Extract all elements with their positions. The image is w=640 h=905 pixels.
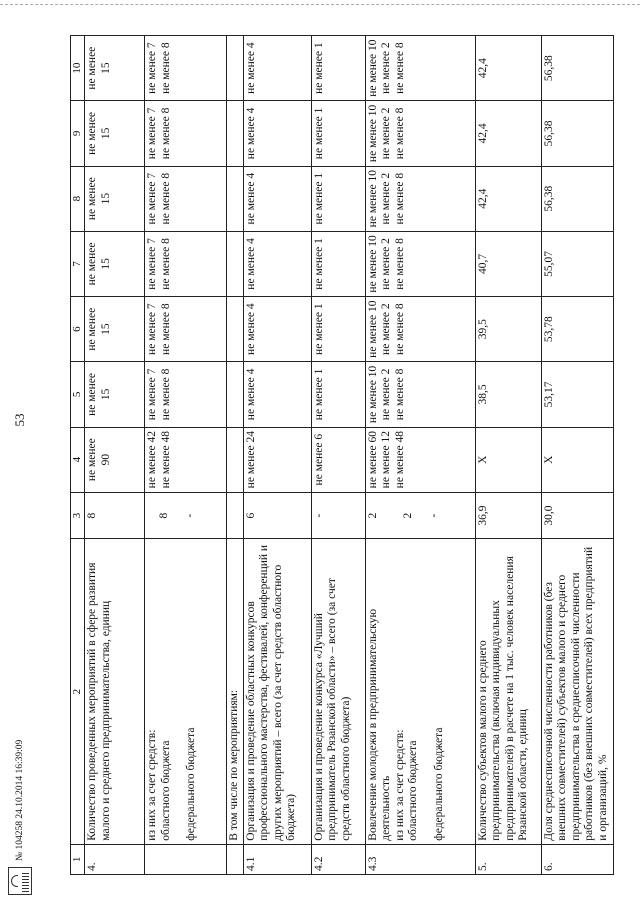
row-text: Количество проведенных мероприятий в сфере развития малого и среднего предпринимательства, единиц bbox=[84, 539, 144, 844]
value-cell: не менее 15 bbox=[84, 362, 144, 427]
value-cell: не менее 1 bbox=[311, 101, 365, 166]
header-cell: 3 bbox=[71, 492, 85, 539]
value-cell: не менее 7 не менее 8 bbox=[144, 101, 226, 166]
base-value: 2 2 - bbox=[365, 492, 475, 539]
header-cell: 1 bbox=[71, 844, 85, 874]
row-number bbox=[226, 844, 243, 874]
row-number: 4.3 bbox=[365, 844, 475, 874]
row-text: Доля среднесписочной численности работников (без внешних совместителей) субъектов малого и среднего предпринимательства в среднесписочной численности работников (без внешних совместителей) всех предприятий и организаций, % bbox=[541, 539, 613, 844]
table-row bbox=[243, 36, 311, 875]
value-cell: не менее 1 bbox=[311, 36, 365, 101]
header-cell: 6 bbox=[71, 297, 85, 362]
table-row bbox=[311, 36, 365, 875]
table-row bbox=[226, 36, 243, 875]
header-cell: 2 bbox=[71, 539, 85, 844]
value-cell: не менее 42 не менее 48 bbox=[144, 427, 226, 492]
value-cell: не менее 7 не менее 8 bbox=[144, 231, 226, 296]
value-cell: не менее 4 bbox=[243, 101, 311, 166]
value-cell: не менее 15 bbox=[84, 231, 144, 296]
base-value: - bbox=[311, 492, 365, 539]
row-number: 4.2 bbox=[311, 844, 365, 874]
row-number: 6. bbox=[541, 844, 613, 874]
table-row bbox=[541, 36, 613, 875]
page-number: 53 bbox=[12, 413, 27, 427]
value-cell: не менее 6 bbox=[311, 427, 365, 492]
value-cell: не менее 4 bbox=[243, 297, 311, 362]
value-cell: не менее 4 bbox=[243, 231, 311, 296]
row-text: из них за счет средств: областного бюджета федерального бюджета bbox=[144, 539, 226, 844]
base-value: 30,0 bbox=[541, 492, 613, 539]
value-cell: не менее 15 bbox=[84, 101, 144, 166]
row-text: Организация и проведение конкурса «Лучший предприниматель Рязанской области» – всего (за счет средств областного бюджета) bbox=[311, 539, 365, 844]
rotated-table-wrapper bbox=[70, 35, 609, 875]
value-cell: не менее 1 bbox=[311, 297, 365, 362]
value-cell: 40,7 bbox=[475, 231, 541, 296]
value-cell: не менее 7 не менее 8 bbox=[144, 36, 226, 101]
value-cell: 39,5 bbox=[475, 297, 541, 362]
value-cell: не менее 10 не менее 2 не менее 8 bbox=[365, 231, 475, 296]
value-cell: 38,5 bbox=[475, 362, 541, 427]
value-cell: не менее 10 не менее 2 не менее 8 bbox=[365, 297, 475, 362]
header-row bbox=[71, 36, 85, 875]
value-cell: не менее 60 не менее 12 не менее 48 bbox=[365, 427, 475, 492]
value-cell: не менее 4 bbox=[243, 166, 311, 231]
value-cell: не менее 15 bbox=[84, 297, 144, 362]
value-cell: 42,4 bbox=[475, 36, 541, 101]
value-cell: 42,4 bbox=[475, 166, 541, 231]
value-cell: не менее 90 bbox=[84, 427, 144, 492]
header-cell: 10 bbox=[71, 36, 85, 101]
value-cell: не менее 1 bbox=[311, 362, 365, 427]
table-row bbox=[365, 36, 475, 875]
value-cell: не менее 7 не менее 8 bbox=[144, 297, 226, 362]
value-cell: 42,4 bbox=[475, 101, 541, 166]
value-cell: Х bbox=[475, 427, 541, 492]
value-cell: 53,78 bbox=[541, 297, 613, 362]
row-number: 4.1 bbox=[243, 844, 311, 874]
value-cell: 56,38 bbox=[541, 101, 613, 166]
government-archive-logo-icon bbox=[8, 867, 32, 895]
row-number: 5. bbox=[475, 844, 541, 874]
row-number bbox=[144, 844, 226, 874]
value-cell: не менее 10 не менее 2 не менее 8 bbox=[365, 36, 475, 101]
value-cell: 53,17 bbox=[541, 362, 613, 427]
row-number: 4. bbox=[84, 844, 144, 874]
base-value: 36,9 bbox=[475, 492, 541, 539]
value-cell: не менее 10 не менее 2 не менее 8 bbox=[365, 101, 475, 166]
value-cell: не менее 15 bbox=[84, 166, 144, 231]
value-cell: 56,38 bbox=[541, 166, 613, 231]
value-cell: не менее 15 bbox=[84, 36, 144, 101]
table-row bbox=[475, 36, 541, 875]
value-cell: не менее 4 bbox=[243, 362, 311, 427]
top-divider bbox=[0, 4, 640, 5]
base-value: 6 bbox=[243, 492, 311, 539]
row-text: Вовлечение молодежи в предпринимательскую деятельность из них за счет средств: областного бюджета федерального бюджета bbox=[365, 539, 475, 844]
header-cell: 4 bbox=[71, 427, 85, 492]
document-stamp: № 104258 24.10.2014 16:39:09 bbox=[15, 739, 25, 861]
indicators-table bbox=[70, 35, 614, 875]
row-text: Количество субъектов малого и среднего предпринимательства (включая индивидуальных предпринимателей) в расчете на 1 тыс. человек населения Рязанской области, единиц bbox=[475, 539, 541, 844]
value-cell: не менее 10 не менее 2 не менее 8 bbox=[365, 166, 475, 231]
value-cell: не менее 1 bbox=[311, 231, 365, 296]
value-cell: не менее 7 не менее 8 bbox=[144, 166, 226, 231]
header-cell: 9 bbox=[71, 101, 85, 166]
value-cell: не менее 1 bbox=[311, 166, 365, 231]
value-cell: 56,38 bbox=[541, 36, 613, 101]
value-cell: Х bbox=[541, 427, 613, 492]
row-text: В том числе по мероприятиям: bbox=[226, 539, 243, 844]
value-cell: 55,07 bbox=[541, 231, 613, 296]
header-cell: 7 bbox=[71, 231, 85, 296]
base-value: 8 - bbox=[144, 492, 226, 539]
document-footer bbox=[8, 740, 32, 895]
value-cell: не менее 7 не менее 8 bbox=[144, 362, 226, 427]
header-cell: 5 bbox=[71, 362, 85, 427]
value-cell: не менее 4 bbox=[243, 36, 311, 101]
value-cell: не менее 24 bbox=[243, 427, 311, 492]
base-value: 8 bbox=[84, 492, 144, 539]
table-row bbox=[144, 36, 226, 875]
header-cell: 8 bbox=[71, 166, 85, 231]
table-row bbox=[84, 36, 144, 875]
row-text: Организация и проведение областных конкурсов профессионального мастерства, фестивалей, конференций и других мероприятий – всего (за счет средств областного бюджета) bbox=[243, 539, 311, 844]
value-cell: не менее 10 не менее 2 не менее 8 bbox=[365, 362, 475, 427]
